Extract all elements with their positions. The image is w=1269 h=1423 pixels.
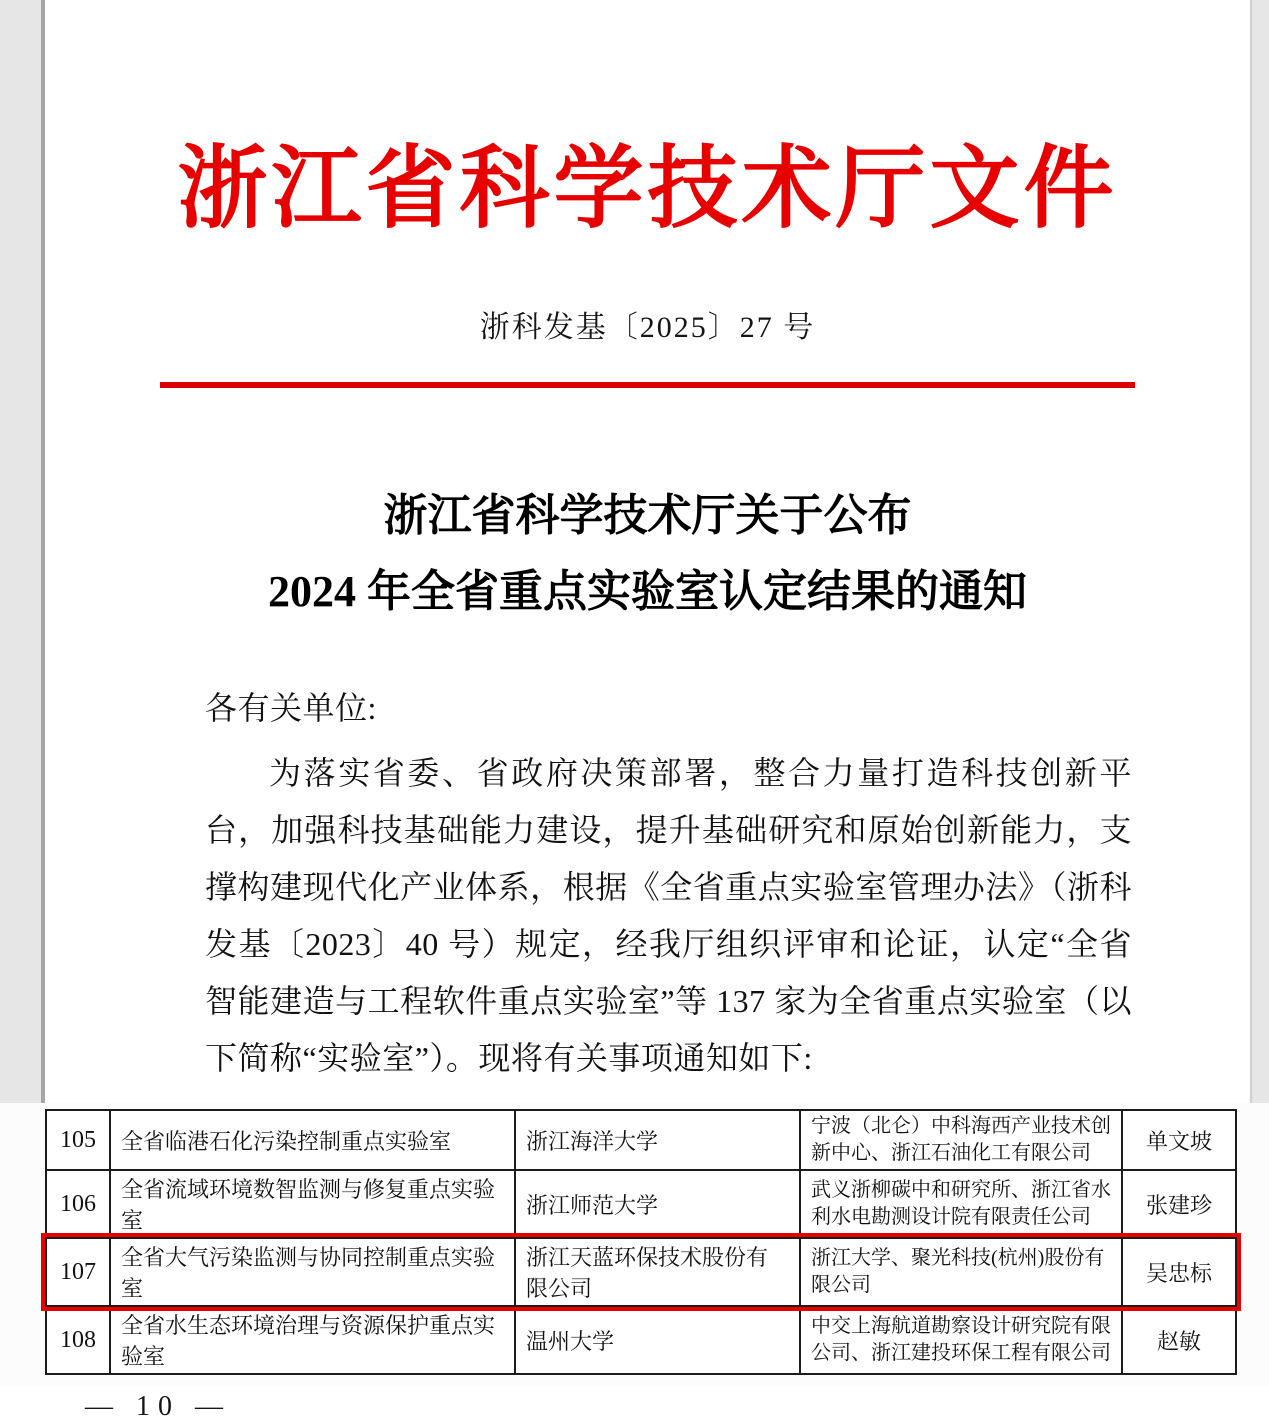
red-divider-rule (160, 382, 1135, 388)
document-number: 浙科发基〔2025〕27 号 (479, 311, 816, 344)
table-row (46, 1110, 1236, 1170)
letterhead-title: 浙江省科学技术厅文件 (177, 140, 1118, 239)
page-number: — 10 — (85, 1391, 231, 1422)
body-paragraph: 为落实省委、省政府决策部署，整合力量打造科技创新平台，加强科技基础能力建设，提升基础研究和原始创新能力，支撑构建现代化产业体系，根据《全省重点实验室管理办法》（浙科发基〔2023〕40 号）规定，经我厅组织评审和论证，认定“全省智能建造与工程软件重点实验室”等 137 家为全省重点实验室（以下简称“实验室”）。现将有关事项通知如下: (205, 755, 1132, 1076)
cell-host-institution: 浙江海洋大学 (515, 1110, 800, 1170)
cell-partner-units: 宁波（北仑）中科海西产业技术创新中心、浙江石油化工有限公司 (800, 1110, 1122, 1170)
labs-table-body (46, 1110, 1236, 1374)
results-table-section (0, 1103, 1269, 1422)
cell-lab-name: 全省大气污染监测与协同控制重点实验室 (110, 1238, 515, 1306)
table-row (46, 1238, 1236, 1306)
cell-partner-units: 武义浙柳碳中和研究所、浙江省水利水电勘测设计院有限责任公司 (800, 1170, 1122, 1238)
cell-director-name: 吴忠标 (1122, 1238, 1236, 1306)
labs-table (45, 1109, 1237, 1375)
cell-row-number: 108 (46, 1306, 110, 1374)
notice-title (45, 478, 1250, 630)
cell-director-name: 赵敏 (1122, 1306, 1236, 1374)
cell-host-institution: 浙江师范大学 (515, 1170, 800, 1238)
body-text-block (205, 680, 1132, 1087)
cell-row-number: 106 (46, 1170, 110, 1238)
salutation: 各有关单位: (205, 690, 377, 726)
cell-director-name: 单文坡 (1122, 1110, 1236, 1170)
notice-title-line2: 2024 年全省重点实验室认定结果的通知 (268, 567, 1027, 616)
cell-lab-name: 全省水生态环境治理与资源保护重点实验室 (110, 1306, 515, 1374)
notice-title-line1: 浙江省科学技术厅关于公布 (383, 491, 912, 540)
cell-director-name: 张建珍 (1122, 1170, 1236, 1238)
cell-row-number: 105 (46, 1110, 110, 1170)
cell-host-institution: 浙江天蓝环保技术股份有限公司 (515, 1238, 800, 1306)
document-page (41, 0, 1252, 1104)
table-row (46, 1306, 1236, 1374)
cell-lab-name: 全省流域环境数智监测与修复重点实验室 (110, 1170, 515, 1238)
cell-partner-units: 中交上海航道勘察设计研究院有限公司、浙江建投环保工程有限公司 (800, 1306, 1122, 1374)
cell-host-institution: 温州大学 (515, 1306, 800, 1374)
cell-row-number: 107 (46, 1238, 110, 1306)
table-row (46, 1170, 1236, 1238)
cell-lab-name: 全省临港石化污染控制重点实验室 (110, 1110, 515, 1170)
cell-partner-units: 浙江大学、聚光科技(杭州)股份有限公司 (800, 1238, 1122, 1306)
